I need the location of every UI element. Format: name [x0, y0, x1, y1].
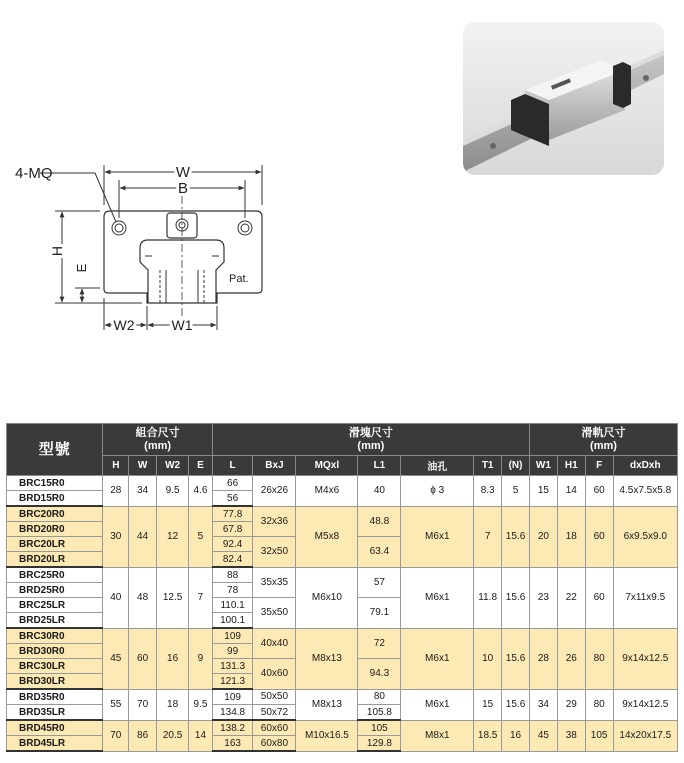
cell-h: 45 — [103, 628, 129, 689]
model-cell: BRD35R0 — [7, 689, 103, 705]
cell-bxj: 32x36 — [253, 506, 296, 537]
cell-w2: 16 — [157, 628, 189, 689]
cell-n: 15.6 — [502, 628, 530, 689]
cell-e: 4.6 — [189, 476, 213, 507]
cell-l: 92.4 — [212, 537, 253, 552]
linear-guide-photo — [463, 22, 664, 175]
cell-oil-hole: M6x1 — [401, 689, 474, 720]
cell-l: 110.1 — [212, 598, 253, 613]
cell-bxj: 40x60 — [253, 659, 296, 690]
cell-l: 131.3 — [212, 659, 253, 674]
cell-rail-dxdxh: 7x11x9.5 — [613, 567, 677, 628]
table-row — [7, 567, 678, 583]
model-cell: BRD15R0 — [7, 491, 103, 507]
column-header: T1 — [474, 456, 502, 476]
cell-oil-hole: M6x1 — [401, 567, 474, 628]
cell-l: 77.8 — [212, 506, 253, 522]
column-header: E — [189, 456, 213, 476]
cell-e: 9 — [189, 628, 213, 689]
cell-w2: 20.5 — [157, 720, 189, 751]
cell-l1: 57 — [358, 567, 401, 598]
cell-t1: 10 — [474, 628, 502, 689]
cell-rail-h1: 29 — [557, 689, 585, 720]
cell-l: 56 — [212, 491, 253, 507]
cell-mq: M4x6 — [296, 476, 358, 507]
cell-rail-f: 60 — [585, 506, 613, 567]
cell-w: 70 — [129, 689, 157, 720]
cell-rail-w1: 20 — [529, 506, 557, 567]
cell-h: 40 — [103, 567, 129, 628]
cell-bxj: 40x40 — [253, 628, 296, 659]
cell-l: 109 — [212, 628, 253, 644]
model-cell: BRD30R0 — [7, 644, 103, 659]
column-header: BxJ — [253, 456, 296, 476]
mounting-hole-left — [112, 221, 126, 235]
label-h: H — [49, 245, 65, 257]
column-header: MQxl — [296, 456, 358, 476]
table-row — [7, 476, 678, 491]
cell-l: 82.4 — [212, 552, 253, 568]
model-cell: BRD25R0 — [7, 583, 103, 598]
cell-bxj: 32x50 — [253, 537, 296, 568]
table-row — [7, 628, 678, 644]
table-row — [7, 689, 678, 705]
model-cell: BRC25R0 — [7, 567, 103, 583]
column-header: dxDxh — [613, 456, 677, 476]
cell-w: 60 — [129, 628, 157, 689]
cell-rail-f: 80 — [585, 689, 613, 720]
column-header: (N) — [502, 456, 530, 476]
cell-t1: 18.5 — [474, 720, 502, 751]
cell-rail-f: 105 — [585, 720, 613, 751]
cell-bxj: 35x35 — [253, 567, 296, 598]
cell-rail-dxdxh: 6x9.5x9.0 — [613, 506, 677, 567]
model-cell: BRC25LR — [7, 598, 103, 613]
cell-rail-f: 60 — [585, 476, 613, 507]
cell-bxj: 60x60 — [253, 720, 296, 736]
cell-oil-hole: M6x1 — [401, 628, 474, 689]
cell-rail-h1: 38 — [557, 720, 585, 751]
cell-l1: 80 — [358, 689, 401, 705]
cell-t1: 8.3 — [474, 476, 502, 507]
cell-l1: 63.4 — [358, 537, 401, 568]
cell-l: 121.3 — [212, 674, 253, 690]
label-w1: W1 — [171, 317, 193, 333]
cell-oil-hole: M8x1 — [401, 720, 474, 751]
table-row — [7, 720, 678, 736]
column-header: W2 — [157, 456, 189, 476]
cell-rail-dxdxh: 9x14x12.5 — [613, 689, 677, 720]
group-header-rail: 滑軌尺寸 (mm) — [529, 424, 677, 456]
model-cell: BRC20LR — [7, 537, 103, 552]
model-cell: BRD20LR — [7, 552, 103, 568]
cell-l: 67.8 — [212, 522, 253, 537]
cell-mq: M6x10 — [296, 567, 358, 628]
model-cell: BRC30R0 — [7, 628, 103, 644]
model-cell: BRD20R0 — [7, 522, 103, 537]
cell-l: 163 — [212, 736, 253, 752]
cell-mq: M10x16.5 — [296, 720, 358, 751]
cell-l1: 48.8 — [358, 506, 401, 537]
cell-bxj: 26x26 — [253, 476, 296, 507]
cell-n: 16 — [502, 720, 530, 751]
cell-rail-h1: 22 — [557, 567, 585, 628]
cell-rail-dxdxh: 4.5x7.5x5.8 — [613, 476, 677, 507]
cell-w2: 12.5 — [157, 567, 189, 628]
cell-l: 134.8 — [212, 705, 253, 721]
model-cell: BRD30LR — [7, 674, 103, 690]
column-header: 油孔 — [401, 456, 474, 476]
model-cell: BRD35LR — [7, 705, 103, 721]
model-cell: BRC15R0 — [7, 476, 103, 491]
cell-rail-w1: 15 — [529, 476, 557, 507]
cell-w2: 12 — [157, 506, 189, 567]
cross-section-drawing — [0, 0, 460, 360]
model-cell: BRC20R0 — [7, 506, 103, 522]
cell-l: 88 — [212, 567, 253, 583]
cell-mq: M8x13 — [296, 628, 358, 689]
cell-mq: M8x13 — [296, 689, 358, 720]
cell-rail-h1: 14 — [557, 476, 585, 507]
cell-e: 9.5 — [189, 689, 213, 720]
cell-oil-hole: ϕ 3 — [401, 476, 474, 507]
cell-rail-f: 80 — [585, 628, 613, 689]
cell-rail-w1: 45 — [529, 720, 557, 751]
cell-bxj: 50x72 — [253, 705, 296, 721]
model-header: 型號 — [7, 424, 103, 476]
group-header-block: 滑塊尺寸 (mm) — [212, 424, 529, 456]
cell-l1: 79.1 — [358, 598, 401, 629]
cell-h: 30 — [103, 506, 129, 567]
cell-l: 99 — [212, 644, 253, 659]
cell-e: 7 — [189, 567, 213, 628]
cell-n: 15.6 — [502, 689, 530, 720]
cell-rail-w1: 28 — [529, 628, 557, 689]
cell-l1: 40 — [358, 476, 401, 507]
model-cell: BRD25LR — [7, 613, 103, 629]
cell-mq: M5x8 — [296, 506, 358, 567]
label-w: W — [175, 164, 191, 181]
column-header: F — [585, 456, 613, 476]
linear-guide-icon — [463, 22, 664, 175]
model-cell: BRD45LR — [7, 736, 103, 752]
cell-l1: 129.8 — [358, 736, 401, 752]
mounting-hole-right — [238, 221, 252, 235]
cell-rail-w1: 23 — [529, 567, 557, 628]
cell-l1: 105.8 — [358, 705, 401, 721]
cell-l1: 94.3 — [358, 659, 401, 690]
cell-n: 15.6 — [502, 506, 530, 567]
label-mq: 4-MQ — [15, 165, 53, 182]
cell-w: 44 — [129, 506, 157, 567]
cell-t1: 7 — [474, 506, 502, 567]
cell-rail-f: 60 — [585, 567, 613, 628]
cell-l: 100.1 — [212, 613, 253, 629]
cell-oil-hole: M6x1 — [401, 506, 474, 567]
cell-e: 14 — [189, 720, 213, 751]
cell-w2: 18 — [157, 689, 189, 720]
cell-w: 48 — [129, 567, 157, 628]
column-header: L1 — [358, 456, 401, 476]
cell-e: 5 — [189, 506, 213, 567]
column-header: W1 — [529, 456, 557, 476]
cell-n: 5 — [502, 476, 530, 507]
label-pat: Pat. — [229, 273, 249, 285]
cell-l: 66 — [212, 476, 253, 491]
cell-h: 70 — [103, 720, 129, 751]
cell-w2: 9.5 — [157, 476, 189, 507]
cell-w: 86 — [129, 720, 157, 751]
spec-table — [6, 423, 678, 752]
label-e: E — [74, 263, 89, 273]
model-cell: BRD45R0 — [7, 720, 103, 736]
cell-h: 28 — [103, 476, 129, 507]
cell-bxj: 60x80 — [253, 736, 296, 752]
cell-rail-dxdxh: 14x20x17.5 — [613, 720, 677, 751]
cell-l1: 72 — [358, 628, 401, 659]
cell-rail-h1: 26 — [557, 628, 585, 689]
table-row — [7, 506, 678, 522]
cell-l: 109 — [212, 689, 253, 705]
cell-bxj: 35x50 — [253, 598, 296, 629]
model-cell: BRC30LR — [7, 659, 103, 674]
cell-rail-w1: 34 — [529, 689, 557, 720]
column-header: H — [103, 456, 129, 476]
column-header: W — [129, 456, 157, 476]
cell-bxj: 50x50 — [253, 689, 296, 705]
cell-t1: 15 — [474, 689, 502, 720]
cell-n: 15.6 — [502, 567, 530, 628]
cell-l: 78 — [212, 583, 253, 598]
cell-rail-dxdxh: 9x14x12.5 — [613, 628, 677, 689]
cell-l1: 105 — [358, 720, 401, 736]
column-header: H1 — [557, 456, 585, 476]
cell-l: 138.2 — [212, 720, 253, 736]
cell-t1: 11.8 — [474, 567, 502, 628]
cell-h: 55 — [103, 689, 129, 720]
column-header: L — [212, 456, 253, 476]
label-b: B — [177, 180, 189, 197]
cell-rail-h1: 18 — [557, 506, 585, 567]
group-header-assembly: 組合尺寸 (mm) — [103, 424, 212, 456]
cell-w: 34 — [129, 476, 157, 507]
label-w2: W2 — [113, 317, 135, 333]
